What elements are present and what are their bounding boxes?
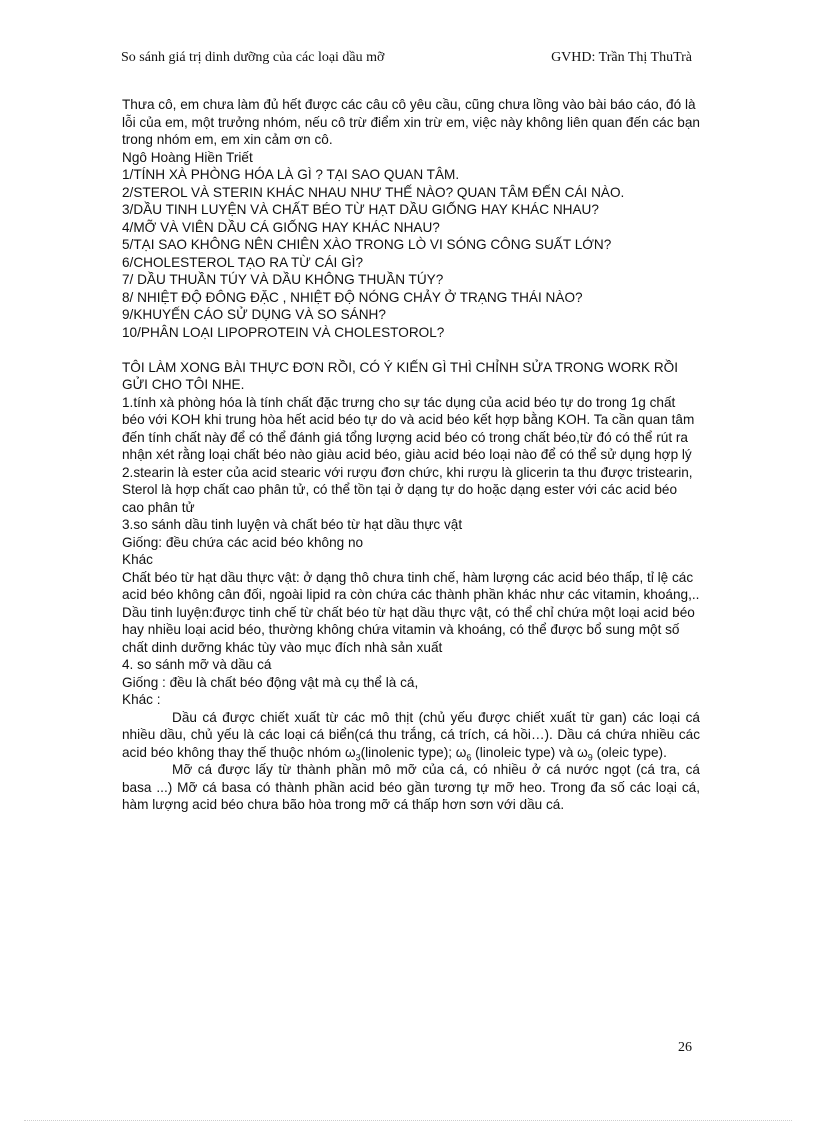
answer-4-fish-oil bbox=[122, 709, 700, 762]
question-item: 1/TÍNH XÀ PHÒNG HÓA LÀ GÌ ? TẠI SAO QUAN TÂM. bbox=[122, 167, 460, 182]
answer-4-different: Khác : bbox=[122, 692, 161, 707]
fish-oil-text: Dầu cá được chiết xuất từ các mô thịt (chủ yếu được chiết xuất từ gan) các loại cá nhiều dầu, chủ yếu là các loại cá biển(cá thu trắng, cá trích, cá hồi…). Dầu cá chứa nhiều các acid béo không thay thế thuộc nhóm ω bbox=[122, 709, 700, 760]
body-text bbox=[122, 96, 700, 814]
answer-4-similar: Giống : đều là chất béo động vật mà cụ thể là cá, bbox=[122, 674, 419, 690]
note-paragraph: TÔI LÀM XONG BÀI THỰC ĐƠN RỒI, CÓ Ý KIẾN GÌ THÌ CHỈNH SỬA TRONG WORK RỒI GỬI CHO TÔI NHE. bbox=[122, 359, 679, 392]
question-item: 10/PHÂN LOẠI LIPOPROTEIN VÀ CHOLESTOROL? bbox=[122, 324, 445, 340]
question-item: 8/ NHIỆT ĐỘ ĐÔNG ĐẶC , NHIỆT ĐỘ NÓNG CHẢY Ở TRẠNG THÁI NÀO? bbox=[122, 289, 583, 305]
header-title: So sánh giá trị dinh dưỡng của các loại dầu mỡ bbox=[121, 50, 385, 65]
answer-3-different: Khác bbox=[122, 552, 153, 567]
omega-6-subscript: 6 bbox=[466, 752, 472, 763]
answer-2-sterol: Sterol là hợp chất cao phân tử, có thể tồn tại ở dạng tự do hoặc dạng ester với các acid béo cao phân tử bbox=[122, 482, 678, 515]
fish-oil-text-linoleic: (linoleic type) và ω bbox=[471, 744, 588, 760]
answer-4-fish-fat: Mỡ cá được lấy từ thành phần mô mỡ của cá, có nhiều ở cá nước ngọt (cá tra, cá basa ...) Mỡ cá basa có thành phần acid béo gần tương tự mỡ heo. Trong đa số các loại cá, hàm lượng acid béo chưa bão hòa trong mỡ cá thấp hơn sơn với dầu cá. bbox=[122, 762, 700, 812]
answer-4-heading: 4. so sánh mỡ và dầu cá bbox=[122, 657, 272, 672]
question-item: 9/KHUYẾN CÁO SỬ DỤNG VÀ SO SÁNH? bbox=[122, 307, 386, 322]
answer-1: 1.tính xà phòng hóa là tính chất đặc trưng cho sự tác dụng của acid béo tự do trong 1g chất béo với KOH khi trung hòa hết acid béo tự do và acid béo kết hợp bằng KOH. Ta cần quan tâm đến tính chất này để có thể đánh giá tổng lượng acid béo có trong chất béo,từ đó có thể rút ra nhận xét rằng loại chất béo nào giàu acid béo, giàu acid béo loại nào để có thể sử dụng hợp lý bbox=[122, 394, 695, 462]
fish-oil-text-oleic: (oleic type). bbox=[592, 744, 667, 760]
spacer bbox=[122, 341, 700, 359]
answer-3-refined-oil: Dầu tinh luyện:được tinh chế từ chất béo từ hạt dầu thực vật, có thể chỉ chứa một loại acid béo hay nhiều loại acid béo, thường không chứa vitamin và khoáng, có thể được bổ sung một số chất dinh dưỡng khác tùy vào mục đích nhà sản xuất bbox=[122, 604, 695, 655]
question-item: 6/CHOLESTEROL TẠO RA TỪ CÁI GÌ? bbox=[122, 254, 364, 270]
answer-3-similar: Giống: đều chứa các acid béo không no bbox=[122, 534, 364, 550]
question-item: 4/MỠ VÀ VIÊN DẦU CÁ GIỐNG HAY KHÁC NHAU? bbox=[122, 219, 440, 235]
answer-2: 2.stearin là ester của acid stearic với rượu đơn chức, khi rượu là glicerin ta thu được tristearin, bbox=[122, 464, 693, 480]
omega-9-subscript: 9 bbox=[587, 752, 593, 763]
page-header bbox=[121, 50, 692, 66]
page-bottom-border bbox=[24, 1120, 792, 1121]
page-number: 26 bbox=[678, 1040, 692, 1055]
question-item: 7/ DẦU THUẦN TÚY VÀ DẦU KHÔNG THUẦN TÚY? bbox=[122, 272, 444, 287]
intro-paragraph: Thưa cô, em chưa làm đủ hết được các câu cô yêu cầu, cũng chưa lồng vào bài báo cáo, đó là lỗi của em, một trưởng nhóm, nếu cô trừ điểm xin trừ em, việc này không liên quan đến các bạn trong nhóm em, em xin cảm ơn cô. bbox=[122, 97, 700, 147]
question-item: 5/TẠI SAO KHÔNG NÊN CHIÊN XÀO TRONG LÒ VI SÓNG CÔNG SUẤT LỚN? bbox=[122, 237, 612, 252]
question-item: 3/DẦU TINH LUYỆN VÀ CHẤT BÉO TỪ HẠT DẦU GIỐNG HAY KHÁC NHAU? bbox=[122, 202, 599, 217]
header-instructor: GVHD: Trần Thị ThuTrà bbox=[551, 50, 692, 65]
fish-oil-text-linolenic: (linolenic type); ω bbox=[360, 744, 467, 760]
omega-3-subscript: 3 bbox=[355, 752, 361, 763]
answer-3-seed-fat: Chất béo từ hạt dầu thực vật: ở dạng thô chưa tinh chế, hàm lượng các acid béo thấp, tỉ lệ các acid béo không cân đối, ngoài lipid ra còn chứa các thành phần khác như các vitamin, khoáng,.. bbox=[122, 569, 700, 602]
question-item: 2/STEROL VÀ STERIN KHÁC NHAU NHƯ THẾ NÀO? QUAN TÂM ĐẾN CÁI NÀO. bbox=[122, 184, 625, 200]
answer-3-heading: 3.so sánh dầu tinh luyện và chất béo từ hạt dầu thực vật bbox=[122, 517, 463, 532]
author-name: Ngô Hoàng Hiền Triết bbox=[122, 149, 253, 165]
